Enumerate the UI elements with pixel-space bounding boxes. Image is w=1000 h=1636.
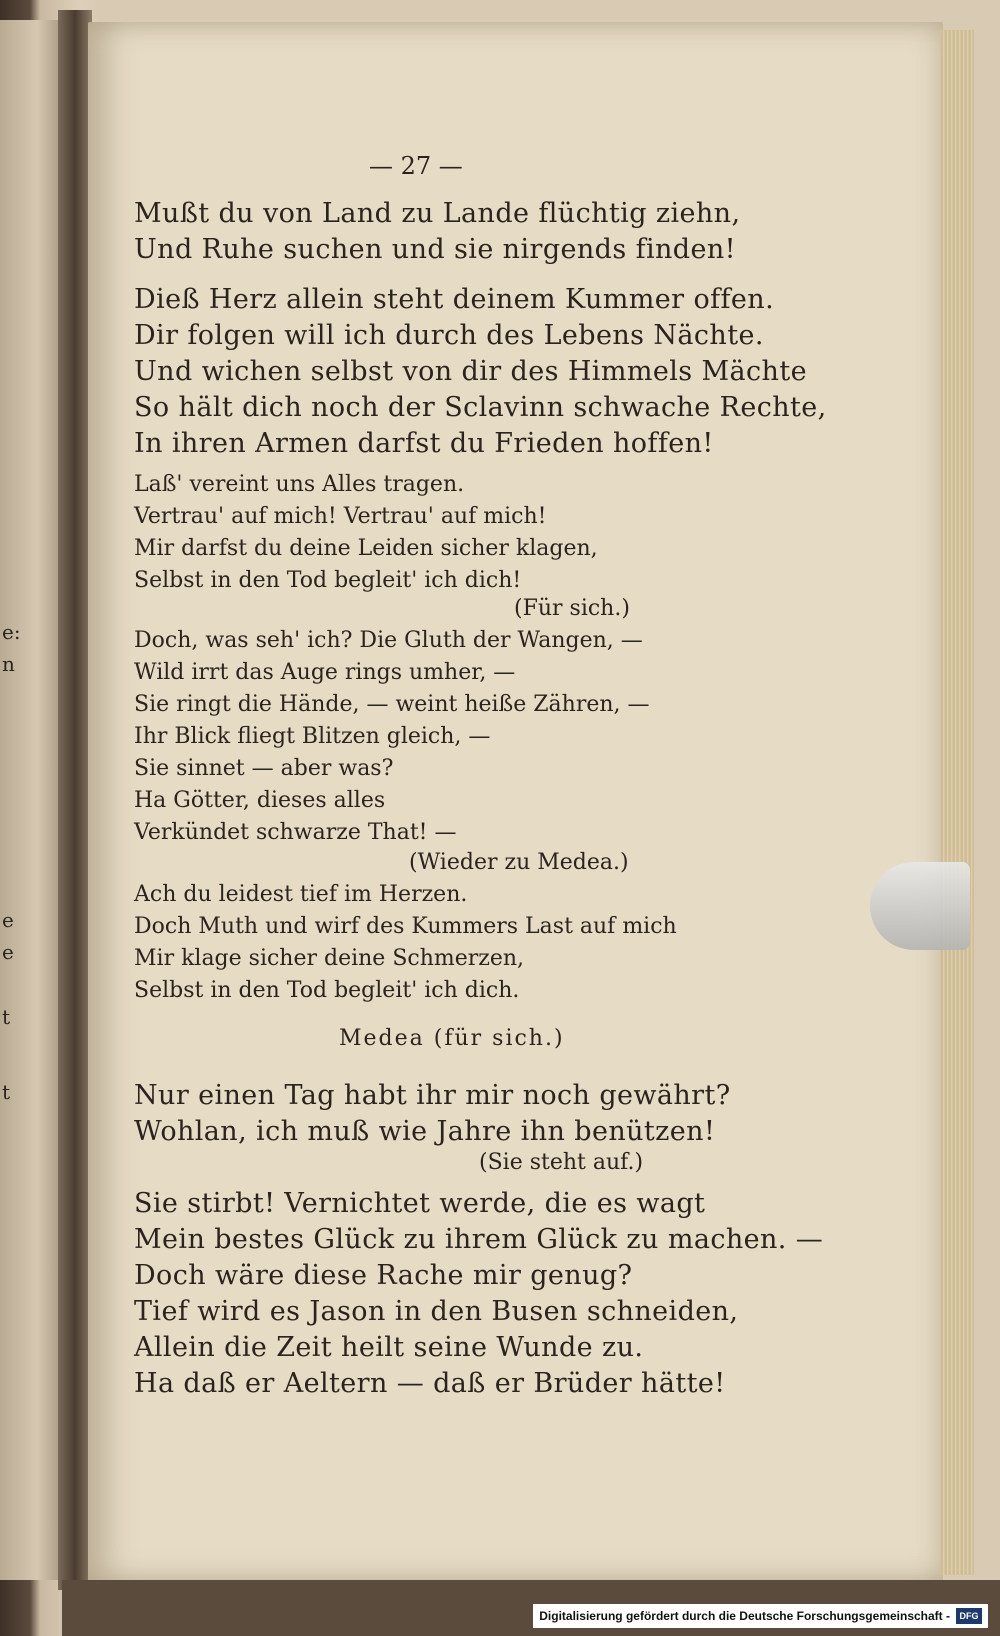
page-number: — 27 — — [369, 152, 463, 180]
left-fragment: t — [2, 1080, 11, 1104]
dfg-logo: DFG — [956, 1608, 982, 1624]
page-marker-tab — [870, 862, 970, 950]
text-line: Sie ringt die Hände, — weint heiße Zähren, — — [134, 692, 650, 717]
text-line: Sie sinnet — aber was? — [134, 756, 394, 781]
text-line: Laß' vereint uns Alles tragen. — [134, 472, 465, 497]
stage-direction: (Wieder zu Medea.) — [409, 850, 629, 875]
text-line: Selbst in den Tod begleit' ich dich. — [134, 978, 520, 1003]
footer-credit: Digitalisierung gefördert durch die Deutsche Forschungsgemeinschaft - — [539, 1609, 950, 1623]
stage-direction: (Sie steht auf.) — [479, 1150, 644, 1175]
text-line: Und wichen selbst von dir des Himmels Mächte — [134, 356, 807, 387]
text-line: Selbst in den Tod begleit' ich dich! — [134, 568, 522, 593]
text-line: Ihr Blick fliegt Blitzen gleich, — — [134, 724, 491, 749]
page-stack-edge — [940, 30, 974, 1575]
text-line: Ach du leidest tief im Herzen. — [134, 882, 468, 907]
text-line: Vertrau' auf mich! Vertrau' auf mich! — [134, 504, 547, 529]
text-line: Mir darfst du deine Leiden sicher klagen, — [134, 536, 598, 561]
left-fragment: e: — [2, 620, 21, 644]
digitization-footer — [533, 1604, 988, 1628]
text-line: Ha daß er Aeltern — daß er Brüder hätte! — [134, 1368, 726, 1399]
text-line: Und Ruhe suchen und sie nirgends finden! — [134, 234, 736, 265]
text-line: Wohlan, ich muß wie Jahre ihn benützen! — [134, 1116, 716, 1147]
text-line: Mußt du von Land zu Lande flüchtig ziehn, — [134, 198, 741, 229]
text-line: Dir folgen will ich durch des Lebens Nächte. — [134, 320, 764, 351]
left-fragment: n — [2, 652, 15, 676]
text-line: Doch, was seh' ich? Die Gluth der Wangen, — — [134, 628, 643, 653]
left-fragment: e — [2, 908, 14, 932]
text-line: Tief wird es Jason in den Busen schneiden, — [134, 1296, 739, 1327]
book-gutter — [58, 10, 92, 1590]
text-line: Doch Muth und wirf des Kummers Last auf mich — [134, 914, 677, 939]
left-fragment: t — [2, 1005, 11, 1029]
text-line: Allein die Zeit heilt seine Wunde zu. — [134, 1332, 644, 1363]
text-line: So hält dich noch der Sclavinn schwache Rechte, — [134, 392, 827, 423]
speaker-heading: Medea (für sich.) — [339, 1026, 565, 1051]
text-line: Wild irrt das Auge rings umher, — — [134, 660, 516, 685]
text-line: In ihren Armen darfst du Frieden hoffen! — [134, 428, 714, 459]
text-line: Dieß Herz allein steht deinem Kummer offen. — [134, 284, 775, 315]
text-line: Sie stirbt! Vernichtet werde, die es wagt — [134, 1188, 706, 1219]
text-line: Mein bestes Glück zu ihrem Glück zu machen. — — [134, 1224, 824, 1255]
left-page-edge — [0, 20, 62, 1580]
text-line: Mir klage sicher deine Schmerzen, — [134, 946, 525, 971]
stage-direction: (Für sich.) — [514, 596, 630, 621]
text-line: Verkündet schwarze That! — — [134, 820, 457, 845]
text-line: Ha Götter, dieses alles — [134, 788, 386, 813]
left-fragment: e — [2, 940, 14, 964]
text-line: Nur einen Tag habt ihr mir noch gewährt? — [134, 1080, 731, 1111]
text-line: Doch wäre diese Rache mir genug? — [134, 1260, 633, 1291]
